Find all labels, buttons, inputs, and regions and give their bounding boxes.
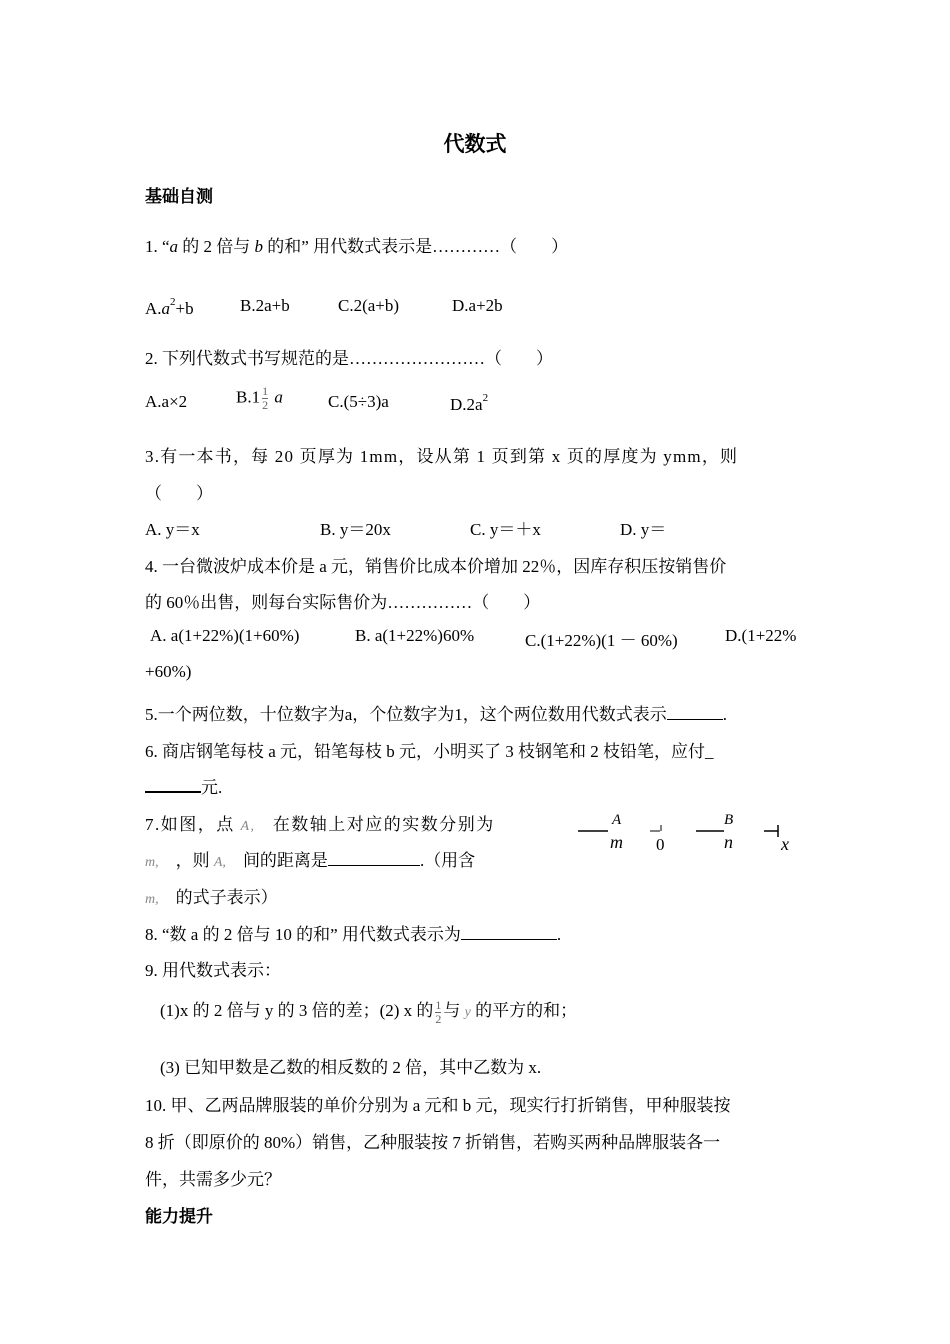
q3-option-b: B. y＝20x [320,520,391,539]
q10-line2: 8 折（即原价的 80%）销售，乙种服装按 7 折销售，若购买两种品牌服装各一 [145,1133,721,1152]
q1-option-a: $A.a^2+b$ [145,296,194,318]
section-basic: 基础自测 [145,187,213,207]
q10-line1: 10. 甲、乙两品牌服装的单价分别为 a 元和 b 元，现实行打折销售，甲种服装按 [145,1096,731,1115]
q5-answer-blank[interactable] [667,719,723,720]
q7-line2: m, ，则 A, 间的距离是 .（用含 [145,851,476,870]
q3-stem: 3.有一本书，每 20 页厚为 1mm，设从第 1 页到第 x 页的厚度为 ymm，则 [145,447,739,466]
q9-part1-2: (1)x 的 2 倍与 y 的 3 倍的差；(2) x 的 $\frac{1}{2}$ 与 y 的平方的和； [160,997,578,1026]
point-n-label: n [724,832,733,852]
q4-stem-line2: 的 60％出售，则每台实际售价为……………（ ） [145,593,541,612]
q4-stem-line1: 4. 一台微波炉成本价是 a 元，销售价比成本价增加 22％，因库存积压按销售价 [145,557,727,576]
q2-option-c: C.(5÷3)a [328,392,389,411]
q6-answer-blank[interactable] [145,791,201,793]
q1-option-d: D.a+2b [452,296,503,315]
section-advanced: 能力提升 [145,1207,213,1227]
q6-stem: 6. 商店钢笔每枝 a 元，铅笔每枝 b 元，小明买了 3 枝钢笔和 2 枝铅笔，应付_ [145,742,714,761]
q3-option-a: A. y＝x [145,520,200,539]
q2-option-b: B.1 $\frac{1}{2}$ a [236,384,283,412]
q5-stem: 5.一个两位数，十位数字为a，个位数字为1，这个两位数用代数式表示 . [145,705,728,724]
point-m-label: m [610,832,623,852]
point-b-label: B [724,812,734,828]
origin-label: 0 [656,835,665,854]
q10-line3: 件，共需多少元？ [145,1170,281,1189]
point-a-label: A [612,812,622,828]
q4-option-c: C.(1+22%)(1 － 60%) [525,631,678,650]
axis-x-label: x [781,834,789,854]
q2-stem: 2. 下列代数式书写规范的是……………………（ ） [145,349,553,368]
q1-stem: 1. “a 的 2 倍与 b 的和” 用代数式表示是…………（ ） [145,237,569,256]
q1-option-c: C.2(a+b) [338,296,400,315]
q3-option-c: C. y＝＋x [470,520,541,539]
q2-option-a: A.a×2 [145,392,188,411]
q4-option-d: D.(1+22% [725,626,797,645]
q9-stem: 9. 用代数式表示： [145,961,281,980]
q9-part3: (3) 已知甲数是乙数的相反数的 2 倍，其中乙数为 x. [160,1058,542,1077]
q4-option-b: B. a(1+22%)60% [355,626,475,645]
page-title: 代数式 [443,132,507,156]
q3-paren: （ ） [145,484,213,503]
q8-stem: 8. “数 a 的 2 倍与 10 的和” 用代数式表示为 . [145,925,562,944]
q7-answer-blank[interactable] [328,865,420,866]
q7-line1: 7.如图，点 A, 在数轴上对应的实数分别为 [145,815,495,834]
q8-answer-blank[interactable] [461,939,557,940]
q3-option-d: D. y＝ [620,520,667,539]
q2-option-d: $D.2a^2$ [450,392,489,414]
q7-line3: m, 的式子表示） [145,888,278,907]
q4-option-d-cont: +60%) [145,662,192,681]
q4-option-a: A. a(1+22%)(1+60%) [150,626,300,645]
q1-option-b: B.2a+b [240,296,290,315]
q6-line2: 元. [145,773,222,798]
number-line-figure [578,808,798,858]
